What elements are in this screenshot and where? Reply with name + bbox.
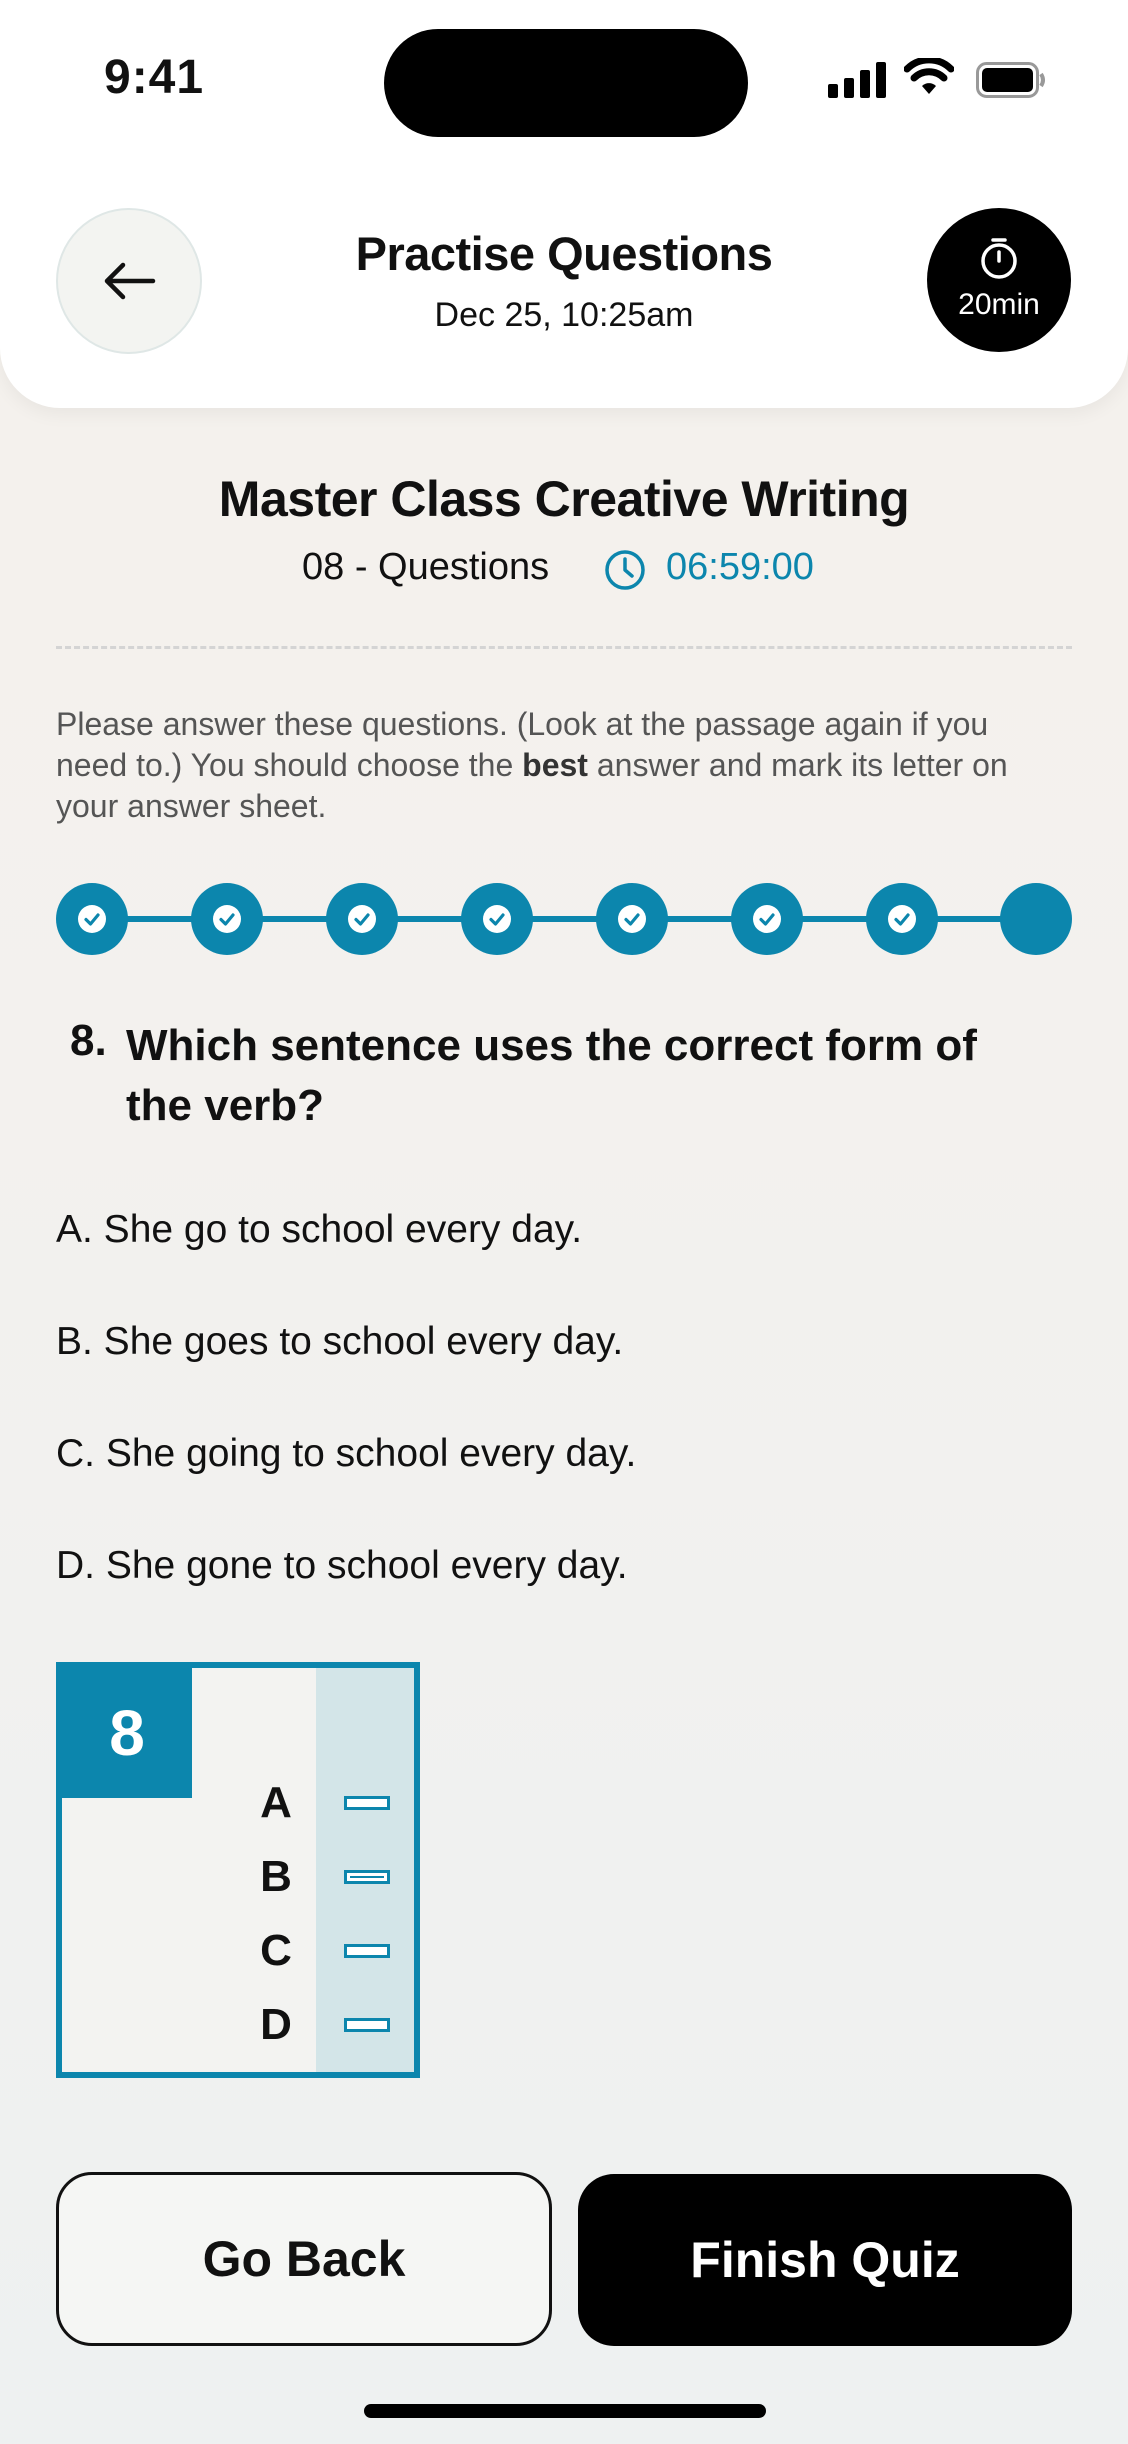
page-date: Dec 25, 10:25am <box>434 296 694 334</box>
finish-quiz-button[interactable]: Finish Quiz <box>578 2174 1072 2346</box>
progress-step-5[interactable] <box>596 883 668 955</box>
answer-bubble-a[interactable] <box>344 1796 390 1810</box>
divider <box>56 646 1072 649</box>
option-a[interactable]: A. She go to school every day. <box>56 1208 583 1251</box>
instructions <box>56 704 1046 827</box>
timer-label: 20min <box>958 288 1040 321</box>
cellular-signal-icon <box>828 62 886 98</box>
answer-sheet-letter-d: D <box>260 2000 292 2049</box>
check-icon <box>483 905 511 933</box>
status-time: 9:41 <box>104 51 205 104</box>
instructions-bold: best <box>522 747 588 783</box>
progress-step-8-current[interactable] <box>1000 883 1072 955</box>
instructions-text: Please answer these questions. (Look at the passage again if you need to.) You should choose the <box>56 706 989 783</box>
answer-bubble-b-selected[interactable] <box>344 1870 390 1884</box>
progress-step-6[interactable] <box>731 883 803 955</box>
page-title: Practise Questions <box>355 227 773 280</box>
progress-step-4[interactable] <box>461 883 533 955</box>
go-back-button[interactable]: Go Back <box>56 2172 552 2346</box>
duration: 06:59:00 <box>666 546 814 588</box>
answer-sheet-letter-c: C <box>260 1926 292 1975</box>
answer-sheet-letter-b: B <box>260 1852 292 1901</box>
answer-sheet-number: 8 <box>62 1668 192 1798</box>
wifi-icon <box>904 58 954 98</box>
dynamic-island <box>384 29 748 137</box>
check-icon <box>753 905 781 933</box>
progress-stepper <box>56 883 1072 955</box>
check-icon <box>618 905 646 933</box>
question-number: 8. <box>70 1016 107 1065</box>
clock-icon <box>603 548 647 592</box>
answer-sheet <box>56 1662 420 2078</box>
answer-bubble-c[interactable] <box>344 1944 390 1958</box>
question-count: 08 - Questions <box>302 546 550 588</box>
check-icon <box>888 905 916 933</box>
progress-step-2[interactable] <box>191 883 263 955</box>
option-c[interactable]: C. She going to school every day. <box>56 1432 637 1475</box>
check-icon <box>348 905 376 933</box>
question-text: Which sentence uses the correct form of the verb? <box>126 1021 977 1130</box>
progress-step-3[interactable] <box>326 883 398 955</box>
option-d[interactable]: D. She gone to school every day. <box>56 1544 628 1587</box>
battery-icon <box>976 62 1046 98</box>
instructions-text-end: answer and mark its letter on your answer sheet. <box>56 747 1008 824</box>
progress-step-1[interactable] <box>56 883 128 955</box>
check-icon <box>78 905 106 933</box>
option-b[interactable]: B. She goes to school every day. <box>56 1320 624 1363</box>
course-title: Master Class Creative Writing <box>218 471 910 527</box>
timer-badge[interactable] <box>927 208 1071 352</box>
check-icon <box>213 905 241 933</box>
answer-bubble-d[interactable] <box>344 2018 390 2032</box>
stopwatch-icon <box>979 236 1019 280</box>
answer-sheet-letter-a: A <box>260 1778 292 1827</box>
home-indicator <box>364 2404 766 2418</box>
progress-step-7[interactable] <box>866 883 938 955</box>
